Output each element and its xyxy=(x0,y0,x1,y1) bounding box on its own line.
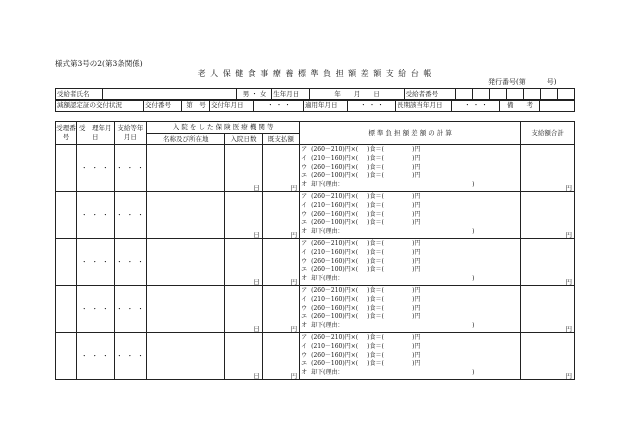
receipt-date-field[interactable]: ・ ・ ・ xyxy=(76,192,114,239)
calc-line xyxy=(301,334,520,343)
issue-date-label: 交付年月日 xyxy=(210,100,254,112)
pay-date-field[interactable]: ・ ・ ・ xyxy=(114,239,147,286)
calc-text: )食＝( xyxy=(367,295,384,303)
calc-text: )食＝( xyxy=(367,154,384,162)
birth-label: 生年月日 xyxy=(272,89,309,101)
days-field[interactable]: 日 xyxy=(225,239,262,286)
calc-text: ウ xyxy=(301,210,308,218)
sex-field[interactable]: 男 ・ 女 xyxy=(236,89,271,101)
calc-text: (260－100)円×( xyxy=(311,172,359,180)
pay-date-field[interactable]: ・ ・ ・ xyxy=(114,192,147,239)
paid-field[interactable]: 円 xyxy=(262,145,299,192)
calc-line xyxy=(301,352,520,361)
long-term-field[interactable]: ・ ・ ・ xyxy=(452,100,500,112)
calc-text: (210－160)円×( xyxy=(311,154,359,162)
calc-text: )円 xyxy=(412,239,421,247)
calc-text: )円 xyxy=(412,210,421,218)
receipt-no-field[interactable] xyxy=(56,145,77,192)
calc-text: )食＝( xyxy=(367,286,384,294)
calc-text: エ xyxy=(301,172,308,180)
calc-line xyxy=(301,240,520,249)
col-hospital-name: 名称及び所在地 xyxy=(147,134,225,145)
receipt-no-field[interactable] xyxy=(56,192,77,239)
long-term-label: 長期該当年月日 xyxy=(396,100,452,112)
calc-field[interactable] xyxy=(300,239,521,286)
document-title: 老 人 保 健 食 事 療 養 標 準 負 担 額 差 額 支 給 台 帳 xyxy=(197,69,433,78)
calc-text: )食＝( xyxy=(367,257,384,265)
calc-text: (260－160)円×( xyxy=(311,163,359,171)
pay-date-field[interactable]: ・ ・ ・ xyxy=(114,333,147,380)
paid-field[interactable]: 円 xyxy=(262,239,299,286)
hospital-name-field[interactable] xyxy=(147,286,225,333)
calc-line xyxy=(301,369,520,378)
calc-text: )円 xyxy=(412,295,421,303)
calc-text: (260－160)円×( xyxy=(311,257,359,265)
calc-text: )円 xyxy=(412,154,421,162)
calc-text: (260－100)円×( xyxy=(311,313,359,321)
apply-date-field[interactable]: ・ ・ ・ xyxy=(348,100,396,112)
ledger-row xyxy=(56,286,575,333)
calc-text: ウ xyxy=(301,351,308,359)
calc-text: エ xyxy=(301,360,308,368)
col-days: 入院日数 xyxy=(225,134,262,145)
calc-text: (210－160)円×( xyxy=(311,342,359,350)
calc-text: オ xyxy=(301,228,308,236)
calc-text: 却下(理由： xyxy=(311,228,344,236)
calc-text: (260－160)円×( xyxy=(311,351,359,359)
calc-text: )円 xyxy=(412,192,421,200)
issue-number: 発行番号(第 号) xyxy=(488,78,557,86)
calc-text: ) xyxy=(472,369,475,377)
calc-text xyxy=(367,322,412,331)
calc-text: )食＝( xyxy=(367,201,384,209)
calc-text xyxy=(367,228,412,237)
calc-text: )円 xyxy=(412,360,421,368)
col-receipt-date: 受 理年月日 xyxy=(76,122,114,145)
calc-text: )食＝( xyxy=(367,266,384,274)
calc-text: (210－160)円×( xyxy=(311,201,359,209)
calc-text: )食＝( xyxy=(367,210,384,218)
calc-field[interactable] xyxy=(300,145,521,192)
apply-date-label: 適用年月日 xyxy=(304,100,348,112)
calc-text: ) xyxy=(472,322,475,330)
calc-text: (210－160)円×( xyxy=(311,295,359,303)
receipt-date-field[interactable]: ・ ・ ・ xyxy=(76,145,114,192)
hospital-name-field[interactable] xyxy=(147,145,225,192)
ledger-row xyxy=(56,192,575,239)
calc-line xyxy=(301,287,520,296)
certificate-info-table xyxy=(55,99,575,112)
calc-text: )食＝( xyxy=(367,360,384,368)
recipient-name-label: 受給者氏名 xyxy=(56,89,103,101)
calc-text: ) xyxy=(472,228,475,236)
paid-field[interactable]: 円 xyxy=(262,333,299,380)
calc-text: (260－210)円×( xyxy=(311,239,359,247)
calc-text: (260－100)円×( xyxy=(311,360,359,368)
calc-text: エ xyxy=(301,219,308,227)
calc-line xyxy=(301,146,520,155)
issue-date-field[interactable]: ・ ・ ・ xyxy=(254,100,304,112)
calc-text: )円 xyxy=(412,248,421,256)
calc-text: )円 xyxy=(412,304,421,312)
calc-text: オ xyxy=(301,369,308,377)
calc-text: オ xyxy=(301,275,308,283)
total-field[interactable]: 円 xyxy=(521,192,575,239)
recipient-no-label: 受給者番号 xyxy=(404,89,455,101)
total-field[interactable]: 円 xyxy=(521,145,575,192)
calc-line xyxy=(301,258,520,267)
calc-text: オ xyxy=(301,181,308,189)
calc-line xyxy=(301,164,520,173)
ledger-row xyxy=(56,239,575,286)
calc-text: ) xyxy=(472,275,475,283)
calc-text: )食＝( xyxy=(367,248,384,256)
calc-text: (260－210)円×( xyxy=(311,333,359,341)
calc-text: )食＝( xyxy=(367,145,384,153)
calc-text: エ xyxy=(301,313,308,321)
calc-text: )食＝( xyxy=(367,342,384,350)
receipt-date-field[interactable]: ・ ・ ・ xyxy=(76,286,114,333)
calc-text: )円 xyxy=(412,145,421,153)
calc-text: 却下(理由： xyxy=(311,369,344,377)
calc-text: )円 xyxy=(412,266,421,274)
issue-no-label: 交付番号 xyxy=(144,100,182,112)
col-receipt-no: 受理番号 xyxy=(56,122,77,145)
receipt-date-field[interactable]: ・ ・ ・ xyxy=(76,239,114,286)
calc-line xyxy=(301,343,520,352)
calc-text: )円 xyxy=(412,333,421,341)
calc-text: )円 xyxy=(412,201,421,209)
calc-text: ア xyxy=(301,239,308,247)
calc-text: (260－100)円×( xyxy=(311,219,359,227)
cert-status-label: 減額認定証の交付状況 xyxy=(56,100,144,112)
hospital-name-field[interactable] xyxy=(147,239,225,286)
calc-field[interactable] xyxy=(300,192,521,239)
calc-text: イ xyxy=(301,342,308,350)
calc-field[interactable] xyxy=(300,333,521,380)
total-field[interactable]: 円 xyxy=(521,286,575,333)
hospital-name-field[interactable] xyxy=(147,333,225,380)
remarks-field[interactable] xyxy=(540,100,575,112)
calc-text: )円 xyxy=(412,351,421,359)
calc-line xyxy=(301,305,520,314)
calc-text: (260－210)円×( xyxy=(311,286,359,294)
calc-text: )食＝( xyxy=(367,172,384,180)
calc-text: (260－100)円×( xyxy=(311,266,359,274)
calc-text: )円 xyxy=(412,257,421,265)
birth-date-field[interactable]: 年 月 日 xyxy=(309,89,404,101)
calc-text: (260－160)円×( xyxy=(311,304,359,312)
calc-text: )食＝( xyxy=(367,219,384,227)
calc-text: (210－160)円×( xyxy=(311,248,359,256)
calc-text: )円 xyxy=(412,172,421,180)
total-field[interactable]: 円 xyxy=(521,333,575,380)
hospital-name-field[interactable] xyxy=(147,192,225,239)
calc-text: 却下(理由： xyxy=(311,275,344,283)
calc-text: (260－210)円×( xyxy=(311,145,359,153)
calc-line xyxy=(301,296,520,305)
calc-text: ) xyxy=(472,181,475,189)
calc-text: ア xyxy=(301,145,308,153)
pay-date-field[interactable]: ・ ・ ・ xyxy=(114,286,147,333)
calc-text: ウ xyxy=(301,163,308,171)
calc-text: 却下(理由： xyxy=(311,181,344,189)
info-row-2 xyxy=(56,100,575,112)
calc-line xyxy=(301,275,520,284)
calc-line xyxy=(301,202,520,211)
receipt-no-field[interactable] xyxy=(56,286,77,333)
receipt-no-field[interactable] xyxy=(56,239,77,286)
days-field[interactable]: 日 xyxy=(225,286,262,333)
calc-text: )食＝( xyxy=(367,192,384,200)
calc-text: ウ xyxy=(301,304,308,312)
calc-text: )食＝( xyxy=(367,351,384,359)
calc-text: )円 xyxy=(412,219,421,227)
calc-text xyxy=(367,181,412,190)
calc-text xyxy=(367,369,412,378)
calc-text: ア xyxy=(301,286,308,294)
col-calc: 標 準 負 担 額 差 額 の 計 算 xyxy=(300,122,521,145)
calc-line xyxy=(301,155,520,164)
calc-text: )食＝( xyxy=(367,313,384,321)
paid-field[interactable]: 円 xyxy=(262,192,299,239)
remarks-label: 備 考 xyxy=(500,100,540,112)
total-field[interactable]: 円 xyxy=(521,239,575,286)
calc-text: イ xyxy=(301,154,308,162)
days-field[interactable]: 日 xyxy=(225,333,262,380)
form-number: 様式第3号の2(第3条関係) xyxy=(55,59,143,68)
calc-line xyxy=(301,193,520,202)
ledger-row xyxy=(56,145,575,192)
calc-field[interactable] xyxy=(300,286,521,333)
calc-text: イ xyxy=(301,201,308,209)
receipt-date-field[interactable]: ・ ・ ・ xyxy=(76,333,114,380)
col-paid: 既支払額 xyxy=(262,134,299,145)
calc-text: )円 xyxy=(412,286,421,294)
receipt-no-field[interactable] xyxy=(56,333,77,380)
days-field[interactable]: 日 xyxy=(225,145,262,192)
calc-line xyxy=(301,211,520,220)
calc-text: エ xyxy=(301,266,308,274)
calc-text: ア xyxy=(301,333,308,341)
ledger-row xyxy=(56,333,575,380)
calc-line xyxy=(301,228,520,237)
calc-text xyxy=(367,275,412,284)
calc-text: (260－210)円×( xyxy=(311,192,359,200)
issue-no-field[interactable]: 第 号 xyxy=(182,100,210,112)
calc-text: オ xyxy=(301,322,308,330)
pay-date-field[interactable]: ・ ・ ・ xyxy=(114,145,147,192)
paid-field[interactable]: 円 xyxy=(262,286,299,333)
calc-line xyxy=(301,322,520,331)
calc-text: ア xyxy=(301,192,308,200)
calc-text: )食＝( xyxy=(367,333,384,341)
days-field[interactable]: 日 xyxy=(225,192,262,239)
col-pay-date: 支給等年月日 xyxy=(114,122,147,145)
payment-ledger-table xyxy=(55,121,575,380)
col-total: 支給額合計 xyxy=(521,122,575,145)
calc-text: )円 xyxy=(412,163,421,171)
calc-text: )食＝( xyxy=(367,239,384,247)
calc-text: イ xyxy=(301,248,308,256)
calc-text: (260－160)円×( xyxy=(311,210,359,218)
calc-text: )円 xyxy=(412,342,421,350)
col-hospital-group: 入 院 を し た 保 険 医 療 機 関 等 xyxy=(147,122,300,134)
calc-text: )円 xyxy=(412,313,421,321)
calc-line xyxy=(301,181,520,190)
calc-text: )食＝( xyxy=(367,304,384,312)
calc-text: イ xyxy=(301,295,308,303)
calc-text: ウ xyxy=(301,257,308,265)
calc-line xyxy=(301,249,520,258)
calc-text: 却下(理由： xyxy=(311,322,344,330)
calc-text: )食＝( xyxy=(367,163,384,171)
